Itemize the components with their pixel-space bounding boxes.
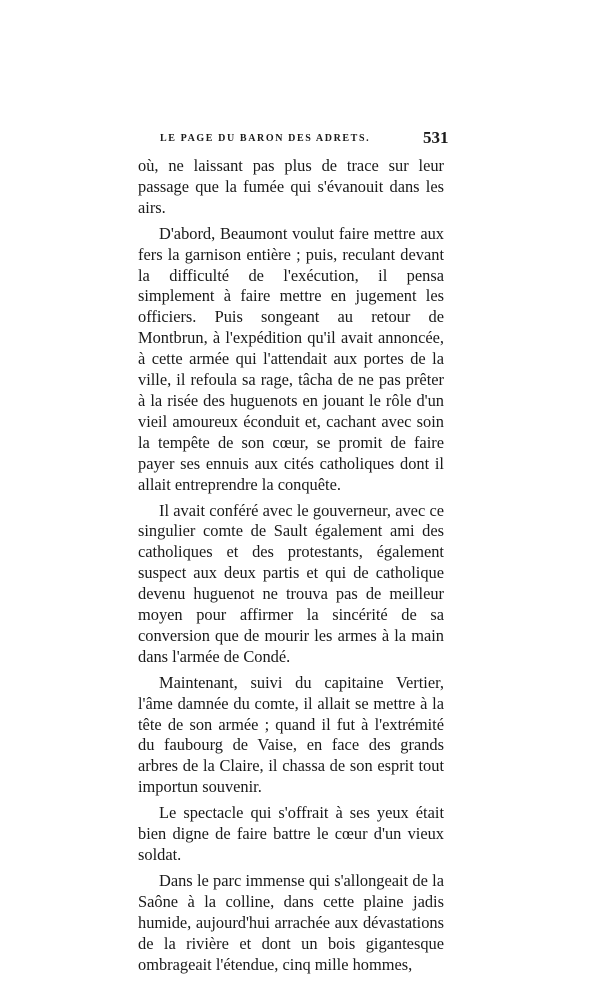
running-title: LE PAGE DU BARON DES ADRETS. [160, 133, 371, 144]
paragraph: Le spectacle qui s'offrait à ses yeux était bien digne de faire battre le cœur d'un vieux soldat. [138, 803, 444, 864]
paragraph: D'abord, Beaumont voulut faire mettre aux fers la garnison entière ; puis, reculant devant la difficulté de l'exécution, il pensa simplement à faire mettre en jugement les officiers. Puis songeant au retour de Montbrun, à l'expédition qu'il avait annoncée, à cette armée qui l'attendait aux portes de la ville, il refoula sa rage, tâcha de ne pas prêter à la risée des huguenots en jouant le rôle d'un vieil amoureux éconduit et, cachant avec soin la tempête de son cœur, se promit de faire payer ses ennuis aux cités catholiques dont il allait entreprendre la conquête. [138, 223, 444, 494]
paragraph: Il avait conféré avec le gouverneur, avec ce singulier comte de Sault également ami des catholiques et des protestants, également suspect aux deux partis et qui de catholique devenu huguenot ne trouva pas de meilleur moyen pour affirmer la sincérité de sa conversion que de mourir les armes à la main dans l'armée de Condé. [138, 500, 444, 666]
body-text [138, 156, 444, 980]
paragraph: Maintenant, suivi du capitaine Vertier, l'âme damnée du comte, il allait se mettre à la tête de son armée ; quand il fut à l'extrémité du faubourg de Vaise, en face des grands arbres de la Claire, il chassa de son esprit tout importun souvenir. [138, 672, 444, 797]
paragraph: Dans le parc immense qui s'allongeait de la Saône à la colline, dans cette plaine jadis humide, aujourd'hui arrachée aux dévastations de la rivière et dont un bois gigantesque ombrageait l'étendue, cinq mille hommes, [138, 870, 444, 974]
page-header [160, 128, 460, 147]
page-number: 531 [423, 128, 449, 147]
paragraph: où, ne laissant pas plus de trace sur leur passage que la fumée qui s'évanouit dans les airs. [138, 156, 444, 217]
